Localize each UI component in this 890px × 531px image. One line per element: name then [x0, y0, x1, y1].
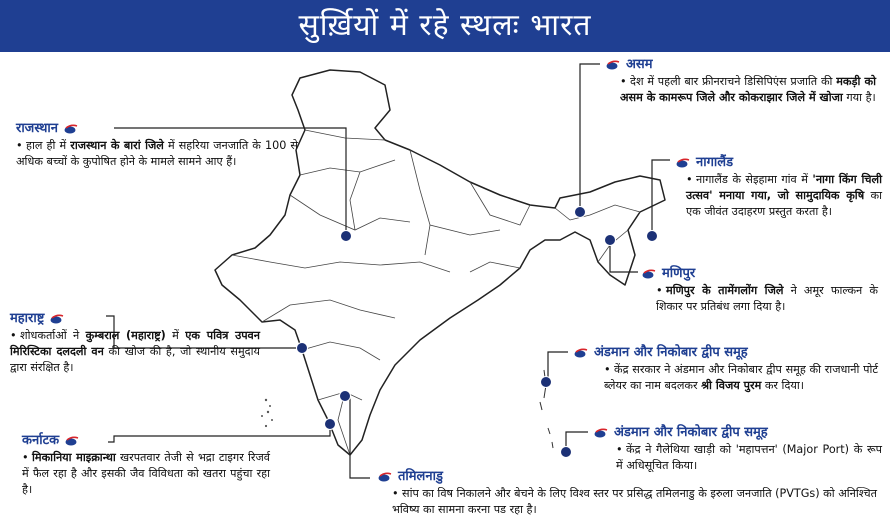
- tamilnadu-title: तमिलनाडु: [398, 469, 443, 484]
- karnataka-text: • मिकानिया माइक्रान्था खरपतवार तेजी से भद्रा टाइगर रिजर्व में फैल रहा है और इसकी जैव विविधता को खतरा पहुंचा रहा है।: [22, 451, 270, 496]
- rajasthan-block: [16, 120, 298, 170]
- bullet-icon: •: [392, 487, 399, 500]
- andaman-block-1: [574, 344, 878, 394]
- andaman-2-title: अंडमान और निकोबार द्वीप समूह: [614, 425, 768, 440]
- brand-swoosh-icon: [676, 158, 690, 168]
- bullet-icon: •: [604, 363, 611, 376]
- brand-swoosh-icon: [64, 124, 78, 134]
- andaman-2-text: • केंद्र ने गैलेथिया खाड़ी को 'महापत्तन' (Major Port) के रूप में अधिसूचित किया।: [616, 443, 882, 472]
- andaman-1-title: अंडमान और निकोबार द्वीप समूह: [594, 345, 748, 360]
- brand-swoosh-icon: [50, 314, 64, 324]
- header-banner: [0, 0, 890, 52]
- maharashtra-block: [10, 310, 260, 376]
- tamilnadu-text: • सांप का विष निकालने और बेचने के लिए विश्व स्तर पर प्रसिद्ध तमिलनाडु के इरुला जनजाति (PVTGs) को अनिश्चित भविष्य का सामना करना पड रहा है।: [392, 487, 877, 516]
- maharashtra-text: • शोधकर्ताओं ने कुम्बराल (महाराष्ट्र) में एक पवित्र उपवन मिरिस्टिका दलदली वन की खोज की है, जो स्थानीय समुदाय द्वारा संरक्षित है।: [10, 329, 260, 374]
- nagaland-text: • नागालैंड के सेइहामा गांव में 'नागा किंग चिली उत्सव' मनाया गया, जो सामुदायिक कृषि का एक जीवंत उदाहरण प्रस्तुत करता है।: [686, 173, 882, 218]
- bullet-icon: •: [656, 284, 663, 297]
- andaman-block-2: [594, 424, 882, 474]
- maharashtra-title: महाराष्ट्र: [10, 311, 45, 326]
- marker-assam: [575, 207, 586, 218]
- marker-nagaland: [647, 231, 658, 242]
- assam-title: असम: [626, 57, 653, 72]
- marker-maharashtra: [297, 343, 308, 354]
- marker-andaman-2: [561, 447, 572, 458]
- karnataka-title: कर्नाटक: [22, 433, 60, 448]
- assam-text: • देश में पहली बार फ्रीनराचने डिसिपिएंस प्रजाति की मकड़ी को असम के कामरूप जिले और कोकराझार जिले में खोजा गया है।: [620, 75, 876, 104]
- bullet-icon: •: [22, 451, 29, 464]
- lakshadweep-islands: [261, 399, 273, 427]
- marker-karnataka: [325, 419, 336, 430]
- bullet-icon: •: [616, 443, 623, 456]
- bullet-icon: •: [620, 75, 627, 88]
- andaman-1-text: • केंद्र सरकार ने अंडमान और निकोबार द्वीप समूह की राजधानी पोर्ट ब्लेयर का नाम बदलकर श्री विजय पुरम कर दिया।: [604, 363, 878, 392]
- nagaland-block: [676, 154, 882, 220]
- assam-block: [606, 56, 876, 106]
- manipur-title: मणिपुर: [662, 266, 696, 281]
- rajasthan-title: राजस्थान: [16, 121, 59, 136]
- rajasthan-text: • हाल ही में राजस्थान के बारां जिले में सहरिया जनजाति के 100 से अधिक बच्चों के कुपोषित होने के मामले सामने आए हैं।: [16, 139, 298, 168]
- karnataka-block: [22, 432, 270, 498]
- manipur-text: • मणिपुर के तामेंगलोंग जिले ने अमूर फाल्कन के शिकार पर प्रतिबंध लगा दिया है।: [656, 284, 878, 313]
- marker-tamilnadu: [340, 391, 351, 402]
- brand-swoosh-icon: [378, 472, 392, 482]
- marker-manipur: [605, 235, 616, 246]
- brand-swoosh-icon: [606, 60, 620, 70]
- brand-swoosh-icon: [65, 436, 79, 446]
- marker-rajasthan: [341, 231, 352, 242]
- brand-swoosh-icon: [574, 348, 588, 358]
- bullet-icon: •: [16, 139, 23, 152]
- marker-andaman-1: [541, 377, 552, 388]
- brand-swoosh-icon: [642, 269, 656, 279]
- brand-swoosh-icon: [594, 428, 608, 438]
- page-title: सुर्ख़ियों में रहे स्थलः भारत: [298, 8, 592, 43]
- bullet-icon: •: [10, 329, 17, 342]
- bullet-icon: •: [686, 173, 693, 186]
- nagaland-title: नागालैंड: [696, 155, 734, 170]
- tamilnadu-block: [378, 468, 878, 518]
- manipur-block: [642, 265, 878, 315]
